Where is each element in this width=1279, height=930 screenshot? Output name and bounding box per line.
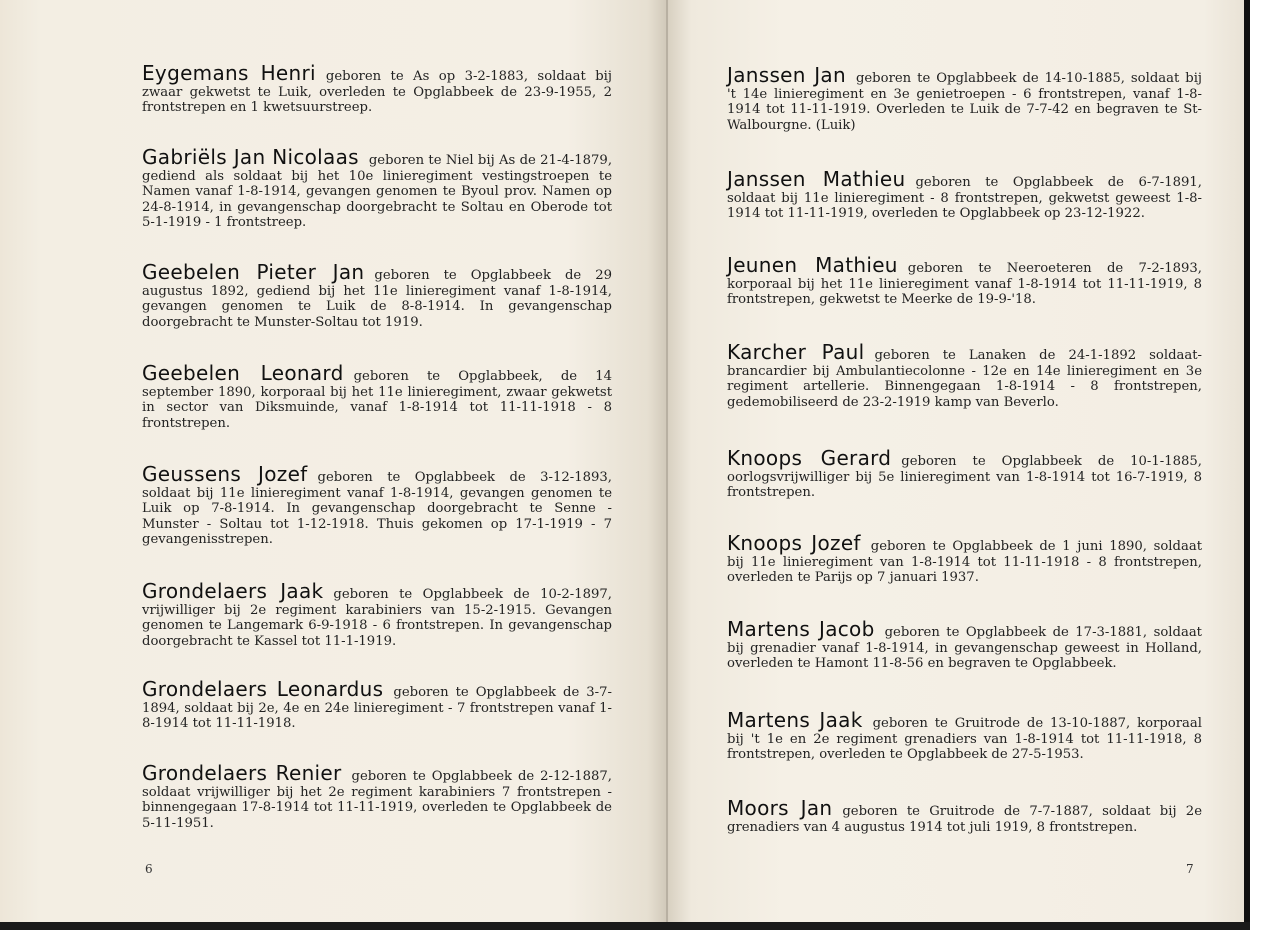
entry-text: geboren te Opglabbeek de 14-10-1885, soldaat bij 't 14e linieregiment en 3e genietroepen - 6 frontstrepen, vanaf 1-8-1914 tot 11-11-1919. Overleden te Luik de 7-7-42 en begraven te St-Walbourgne. (Luik) xyxy=(727,71,1203,133)
entry-name: Jeunen Mathieu xyxy=(727,253,898,277)
entry xyxy=(142,361,612,431)
entry-text: geboren te Opglabbeek de 1 juni 1890, soldaat bij 11e linieregiment van 1-8-1914 tot 11-11-1918 - 8 frontstrepen, overleden te Parijs op 7 januari 1937. xyxy=(727,539,1202,586)
entry-text: geboren te Gruitrode de 7-7-1887, soldaat bij 2e grenadiers van 4 augustus 1914 tot juli 1919, 8 frontstrepen. xyxy=(727,804,1203,835)
entry xyxy=(727,617,1202,672)
entry xyxy=(142,462,612,548)
entry-text: geboren te Opglabbeek de 10-2-1897, vrijwilliger bij 2e regiment karabiniers van 15-2-1915. Gevangen genomen te Langemark 6-9-1918 - 6 frontstrepen. In gevangenschap doorgebracht te Kassel tot 11-1-1919. xyxy=(142,587,612,649)
entry-text: geboren te Opglabbeek de 3-7-1894, soldaat bij 2e, 4e en 24e linieregiment - 7 frontstrepen vanaf 1-8-1914 tot 11-11-1918. xyxy=(142,685,612,732)
entry-text: geboren te Gruitrode de 13-10-1887, korporaal bij 't 1e en 2e regiment grenadiers van 1-8-1914 tot 11-11-1918, 8 frontstrepen, overleden te Opglabbeek de 27-5-1953. xyxy=(727,716,1202,763)
scan-bottom-edge xyxy=(0,922,1250,930)
entry-text: geboren te Opglabbeek de 29 augustus 1892, gediend bij het 11e linieregiment vanaf 1-8-1914, gevangen genomen te Luik de 8-8-1914. In gevangenschap doorgebracht te Munster-Soltau tot 1919. xyxy=(142,268,613,330)
entry-text: geboren te Opglabbeek de 3-12-1893, soldaat bij 11e linieregiment vanaf 1-8-1914, gevangen genomen te Luik op 7-8-1914. In gevangenschap doorgebracht te Senne - Munster - Soltau tot 1-12-1918. Thuis gekomen op 17-1-1919 - 7 gevangenisstrepen. xyxy=(142,470,612,548)
entry xyxy=(142,677,612,732)
right-page xyxy=(668,0,1250,922)
entry-name: Janssen Jan xyxy=(727,63,846,87)
entry xyxy=(142,260,613,330)
entry-name: Geussens Jozef xyxy=(142,462,308,486)
entry-name: Knoops Gerard xyxy=(727,446,892,470)
entry-name: Karcher Paul xyxy=(727,340,865,364)
entry xyxy=(727,708,1202,763)
entry-text: geboren te Opglabbeek de 6-7-1891, soldaat bij 11e linieregiment - 8 frontstrepen, gekwetst geweest 1-8-1914 tot 11-11-1919, overleden te Opglabbeek op 23-12-1922. xyxy=(727,175,1202,222)
entry xyxy=(727,796,1203,835)
entry xyxy=(142,145,613,231)
entry-text: geboren te Opglabbeek de 10-1-1885, oorlogsvrijwilliger bij 5e linieregiment van 1-8-1914 tot 16-7-1919, 8 frontstrepen. xyxy=(727,454,1202,501)
entry xyxy=(142,579,612,649)
entry xyxy=(727,167,1202,222)
entry-name: Eygemans Henri xyxy=(142,61,316,85)
page-number: 6 xyxy=(145,862,153,876)
entry-name: Martens Jaak xyxy=(727,708,863,732)
book-gutter xyxy=(666,0,668,922)
entry-text: geboren te Opglabbeek, de 14 september 1890, korporaal bij het 11e linieregiment, zwaar gekwetst in sector van Diksmuinde, vanaf 1-8-1914 tot 11-11-1918 - 8 frontstrepen. xyxy=(142,369,612,431)
entry xyxy=(727,340,1202,410)
entry-name: Grondelaers Renier xyxy=(142,761,342,785)
entry xyxy=(727,531,1202,586)
page-number: 7 xyxy=(1186,862,1194,876)
entry-name: Moors Jan xyxy=(727,796,833,820)
entry-name: Geebelen Pieter Jan xyxy=(142,260,365,284)
entry-name: Gabriëls Jan Nicolaas xyxy=(142,145,359,169)
entry-name: Geebelen Leonard xyxy=(142,361,344,385)
entry-text: geboren te Neeroeteren de 7-2-1893, korporaal bij het 11e linieregiment vanaf 1-8-1914 tot 11-11-1919, 8 frontstrepen, gekwetst te Meerke de 19-9-'18. xyxy=(727,261,1202,308)
entry-name: Grondelaers Jaak xyxy=(142,579,324,603)
entry-text: geboren te As op 3-2-1883, soldaat bij zwaar gekwetst te Luik, overleden te Opglabbeek de 23-9-1955, 2 frontstrepen en 1 kwetsuurstreep. xyxy=(142,69,612,116)
entry-name: Knoops Jozef xyxy=(727,531,861,555)
entry xyxy=(727,446,1202,501)
entry xyxy=(142,61,612,116)
entry-name: Martens Jacob xyxy=(727,617,875,641)
entry-name: Grondelaers Leonardus xyxy=(142,677,384,701)
entry-text: geboren te Lanaken de 24-1-1892 soldaat-brancardier bij Ambulantiecolonne - 12e en 14e linieregiment en 3e regiment artellerie. Binnengegaan 1-8-1914 - 8 frontstrepen, gedemobiliseerd de 23-2-1919 kamp van Beverlo. xyxy=(727,348,1202,410)
entry-name: Janssen Mathieu xyxy=(727,167,906,191)
entry-text: geboren te Opglabbeek de 17-3-1881, soldaat bij grenadier vanaf 1-8-1914, in gevangenschap geweest in Holland, overleden te Hamont 11-8-56 en begraven te Opglabbeek. xyxy=(727,625,1202,672)
entry xyxy=(142,761,612,831)
entry xyxy=(727,253,1202,308)
entry-text: geboren te Opglabbeek de 2-12-1887, soldaat vrijwilliger bij het 2e regiment karabiniers 7 frontstrepen - binnengegaan 17-8-1914 tot 11-11-1919, overleden te Opglabbeek de 5-11-1951. xyxy=(142,769,612,831)
entry xyxy=(727,63,1203,133)
scan-edge xyxy=(1244,0,1250,930)
entry-text: geboren te Niel bij As de 21-4-1879, gediend als soldaat bij het 10e linieregiment vestingstroepen te Namen vanaf 1-8-1914, gevangen genomen te Byoul prov. Namen op 24-8-1914, in gevangenschap doorgebracht te Soltau en Oberode tot 5-1-1919 - 1 frontstreep. xyxy=(142,153,613,231)
